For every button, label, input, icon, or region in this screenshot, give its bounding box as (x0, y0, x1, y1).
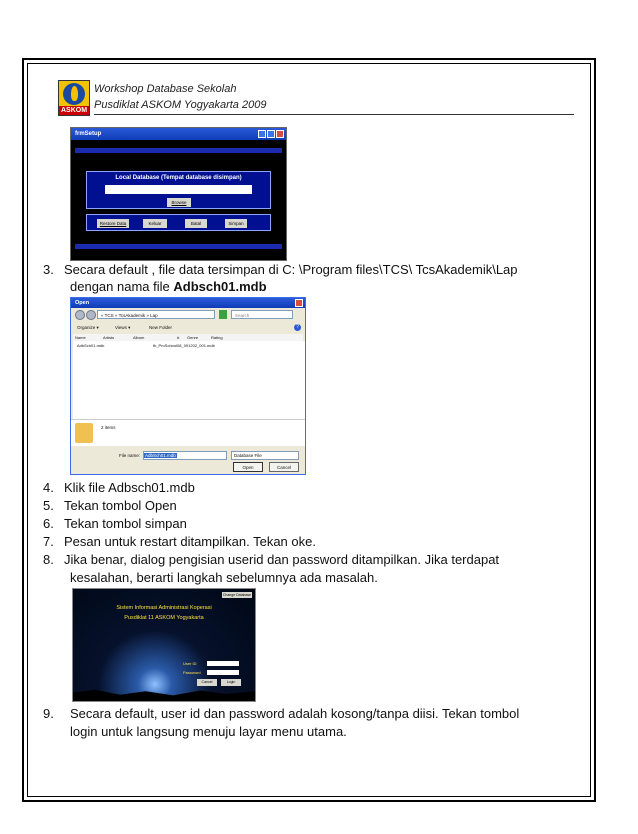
header-subtitle: Pusdiklat ASKOM Yogyakarta 2009 (94, 99, 267, 111)
forward-icon (86, 310, 96, 320)
login-button: Login (221, 679, 241, 686)
close-icon (295, 299, 303, 307)
login-subtitle: Pusdiklat 11 ASKOM Yogyakarta (124, 615, 204, 621)
step-number: 7. (43, 534, 54, 549)
step-9-line2: login untuk langsung menuju layar menu utama. (70, 724, 347, 739)
maximize-icon (267, 130, 275, 138)
header-title: Workshop Database Sekolah (94, 83, 237, 95)
browse-button: Browse (167, 198, 191, 207)
database-path-field (105, 185, 252, 194)
filename-bold: Adbsch01.mdb (173, 279, 267, 294)
open-dialog-title: Open (71, 298, 305, 308)
step-number: 6. (43, 516, 54, 531)
local-database-panel (86, 171, 271, 209)
setup-button-row (86, 214, 271, 231)
open-button: Open (233, 462, 263, 472)
step-8-line1: Jika benar, dialog pengisian userid dan password ditampilkan. Jika terdapat (64, 552, 500, 567)
step-number: 4. (43, 480, 54, 495)
local-database-label: Local Database (Tempat database disimpan) (115, 175, 242, 181)
dialog-toolbar (71, 322, 305, 333)
details-pane (71, 419, 305, 446)
password-label: Password (183, 670, 201, 675)
cancel-button: Cancel (269, 462, 299, 472)
step-number: 3. (43, 262, 54, 277)
header-rule (94, 114, 574, 115)
help-icon: ? (294, 324, 301, 331)
askom-logo: ASKOM (58, 80, 90, 116)
step-5: Tekan tombol Open (64, 498, 177, 513)
setup-window-screenshot (70, 127, 287, 261)
items-count: 2 items (101, 425, 116, 430)
step-3-line2: dengan nama file Adbsch01.mdb (70, 279, 267, 294)
step-7: Pesan untuk restart ditampilkan. Tekan oke. (64, 534, 316, 549)
organize-menu: Organize ▾ (77, 325, 99, 330)
new-folder-button: New Folder (149, 325, 173, 330)
simpan-button: Simpan (225, 219, 247, 228)
step-4: Klik file Adbsch01.mdb (64, 480, 195, 495)
password-field (207, 670, 239, 675)
list-item: tb_ProSchool08_091202_001.mdb (153, 343, 215, 348)
restore-data-button: Restore Data (97, 219, 129, 228)
login-window-screenshot (72, 588, 256, 702)
file-name-field: AdbSch01.mdb (143, 451, 227, 460)
views-menu: Views ▾ (115, 325, 131, 330)
login-title: Sistem Informasi Administrasi Koperasi (116, 605, 212, 611)
step-3-line1: Secara default , file data tersimpan di C: \Program files\TCS\ TcsAkademik\Lap (64, 262, 518, 277)
list-item: AdbSch01.mdb (77, 343, 105, 348)
mountain-silhouette (73, 687, 255, 701)
step-number: 5. (43, 498, 54, 513)
address-path: « TCS » TcsAkademik » Lap (97, 310, 215, 319)
batal-button: Batal (185, 219, 207, 228)
step-9-line1: Secara default, user id dan password adalah kosong/tanpa diisi. Tekan tombol (70, 706, 520, 721)
user-id-field (207, 661, 239, 666)
step-number: 9. (43, 706, 54, 721)
close-icon (276, 130, 284, 138)
setup-bottom-bar (75, 244, 282, 249)
search-box: Search (231, 310, 293, 319)
minimize-icon (258, 130, 266, 138)
step-6: Tekan tombol simpan (64, 516, 187, 531)
file-list (73, 341, 305, 419)
user-id-label: User ID (183, 661, 197, 666)
column-headers: Name Artists Album # Genre Rating (73, 334, 303, 342)
folder-icon (75, 423, 93, 443)
setup-window-title: frmSetup (71, 128, 286, 140)
keluar-button: Keluar (143, 219, 167, 228)
open-dialog-screenshot (70, 297, 306, 475)
change-database-button: Change Database (222, 593, 252, 597)
file-type-select: Database File (231, 451, 299, 460)
setup-top-bar (75, 148, 282, 153)
login-cancel-button: Cancel (197, 679, 217, 686)
back-icon (75, 310, 85, 320)
step-number: 8. (43, 552, 54, 567)
refresh-icon (219, 310, 227, 319)
document-header (58, 78, 574, 116)
file-name-label: File name: (119, 453, 141, 458)
window-controls (258, 130, 284, 138)
step-8-line2: kesalahan, berarti langkah sebelumnya ada masalah. (70, 570, 378, 585)
address-bar (73, 310, 303, 320)
